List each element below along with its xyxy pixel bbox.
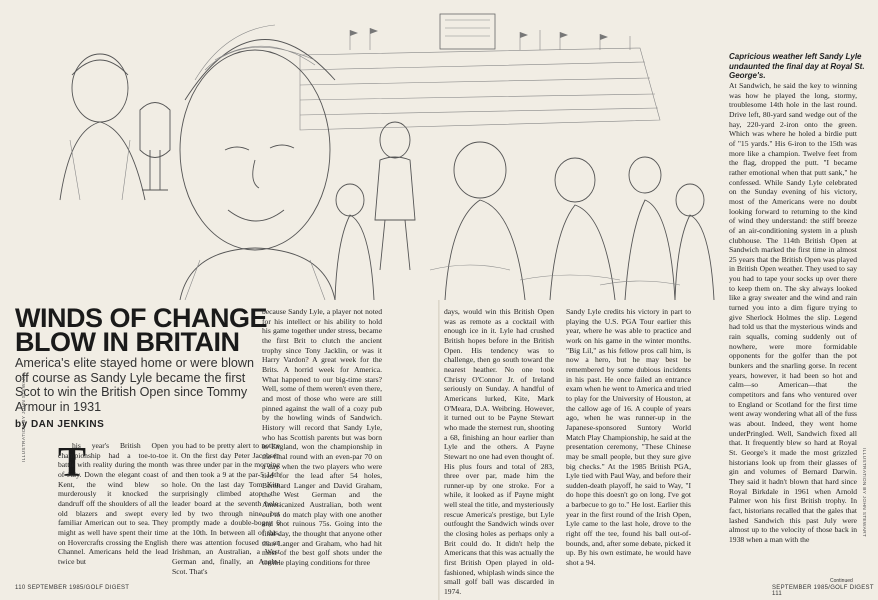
- byline: by DAN JENKINS: [15, 419, 105, 430]
- headline-line-2: BLOW IN BRITAIN: [15, 327, 240, 357]
- drop-cap: T: [58, 440, 87, 486]
- body-column-6: At Sandwich, he said the key to winning was how he played the long, stormy, troublesome 14th hole in the last round. Drive left, 80-yard sand wedge out of the hay, 220-yard 2-iron onto the green. Which was where he holed a birdie putt of "15 yards." His 6-iron to the 15th was more like a champion. Twelve feet from the flag, dropped the putt. "I became rather emotional when that putt sank," he confessed. While Sandy Lyle celebrated on the Sunday evening of his victory, most of the Americans were no doubt looking forward to returning to the kind of wind they understand: the stiff breeze of an air-conditioning system in a plush clubhouse. The 114th British Open at Sandwich marked the first time in almost 25 years that the British Open was played in British Open weather. They used to say you had to tape your socks up over there to keep them on. The sky always looked like a gray sweater and the wind and rain turned you into a dim figure trying to give Sherlock Holmes the slip. Legend had told us that the mysterious winds and rain squalls, coming suddenly out of nowhere, were more formidable opponents for the golfer than the pot bunkers and the snarling gorse. In recent years, however, it had been so hot and calm—so American—that the competitors and fans who ventured over to England or Scotland for the first time went away wondering what all of the fuss was about. Indeed, they went home underPringled. Well, Sandwich fixed all that. It frequently blew so hard at Royal St. George's it made the most grizzled historians look up from their glasses of gin and volumes of Bernard Darwin. They said it hadn't blown that hard since Royal Birkdale in 1961 when Arnold Palmer won his first British trophy. In fact, historians recalled that the gales that lashed Sandwich this past July were almost up to the velocity of those back in 1938 when a man with the: [729, 81, 857, 544]
- photo-caption: Capricious weather left Sandy Lyle undaunted the final day at Royal St. George's.: [729, 52, 865, 80]
- body-column-3: because Sandy Lyle, a player not noted for his intellect or his ability to hold his game together under stress, became the first Brit to clutch the ancient trophy since Tony Jacklin, or was it Harry Vardon? A great week for the Brits. A horrid week for America. What happened to our big-time stars? Well, some of them weren't even there, and most of those who were are still pinned against the wall of a cozy pub by the howling winds of Sandwich. History will record that Sandy Lyle, who has Scottish parents but was born in England, won the championship in the final round with an even-par 70 on a day when the two players who were tied for the lead after 54 holes, Bernhard Langer and David Graham, the West German and the Americanized Australian, both went out to do match play with one another and shot ruinous 75s. Going into the final day, the thought that anyone other than Langer and Graham, who had hit most of the best golf shots under the terrible playing conditions for three: [262, 307, 382, 568]
- article-headline: [15, 303, 267, 357]
- folio-right: SEPTEMBER 1985/GOLF DIGEST 111: [772, 585, 874, 597]
- continued-note: Continued: [830, 578, 853, 584]
- folio-left: 110 SEPTEMBER 1985/GOLF DIGEST: [15, 585, 130, 591]
- body-column-4: days, would win this British Open was as remote as a cocktail with enough ice in it. Lyle had crushed British hopes before in the British Open. His tendency was to challenge, then go south toward the nearest heather. No one took Christy O'Connor Jr. of Ireland seriously on Sunday. A handful of Americans lurked, Kite, Mark O'Meara, D.A. Weibring. However, it turned out to be Payne Stewart who made the sternest run, shooting a 68, finishing an hour earlier than Lyle and the others. A Payne Stewart no one had even thought of. His plus fours and total of 283, three over par, made him the runner-up by one stroke. For a while, it looked as if Payne might well steal the title, and mysteriously rescue America's prestige, but Lyle outfought the Sandwich winds over the closing holes as perhaps only a Brit could do. It didn't help the Americans that this was actually the first British Open played in old-fashioned, whiplash winds since the small golf ball was discarded in 1974.: [444, 307, 554, 597]
- body-column-1: his year's British Open championship had a toe-to-toe battle with reality during the month of July. Down the elegant coast of Kent, the wind blew so murderously it knocked the dandruff off the shoulders of all the old blazers and swept every familiar American out to sea. They might as well have spent their time on Hovercrafts crossing the English Channel. Americans held the lead twice but: [58, 441, 168, 566]
- headline-line-1: WINDS OF CHANGE: [15, 303, 267, 333]
- illustration-background: [0, 0, 716, 300]
- illustration-credit-left: ILLUSTRATION BY JOHN STEWART: [22, 373, 27, 462]
- article-deck: America's elite stayed home or were blown off course as Sandy Lyle became the first Scot to win the British Open since Tommy Armour in 1931: [15, 356, 254, 414]
- body-column-5: Sandy Lyle credits his victory in part to playing the U.S. PGA Tour earlier this year, where he was able to practice and work on his game in the winter months. "Big Lil," as his fellow pros call him, is now a hero, but he may best be remembered by some dubious incidents in his past. He once failed an entrance exam when he went to America and tried to play for the University of Houston, at the callow age of 16. A couple of years ago, when he was runner-up in the Japanese-sponsored Suntory World Match Play Championship, he said at the presentation ceremony, "These Chinese may be small people, but they sure give big checks." At the 1985 British PGA, Lyle tied with Paul Way, and before their sudden-death playoff, he said to Way, "I do hope this doesn't go on long. I've got a barbecue to go to." He lost. Earlier this year in the first round of the Irish Open, Lyle came to the last hole, drove to the right off the tee, found his ball out-of-bounds, and, after some debate, picked it up. By his own estimate, he would have shot a 94.: [566, 307, 691, 568]
- illustration-credit-right: ILLUSTRATION BY JOHN STEWART: [861, 448, 866, 537]
- illustration: [0, 0, 716, 300]
- body-column-2: you had to be pretty alert to notice it. On the first day Peter Jacobsen was three under par in the morning and then took a 9 at the par-5 14th hole. On the last day Tom Kite surprisingly climbed atop the leader board at the seventh hole, led by two through nine, but promptly made a double-bogey 6 at the 10th. In between all of this, there was attention focused on an Irishman, an Australian, a West German and, finally, an Anglo-Scot. That's: [172, 441, 280, 576]
